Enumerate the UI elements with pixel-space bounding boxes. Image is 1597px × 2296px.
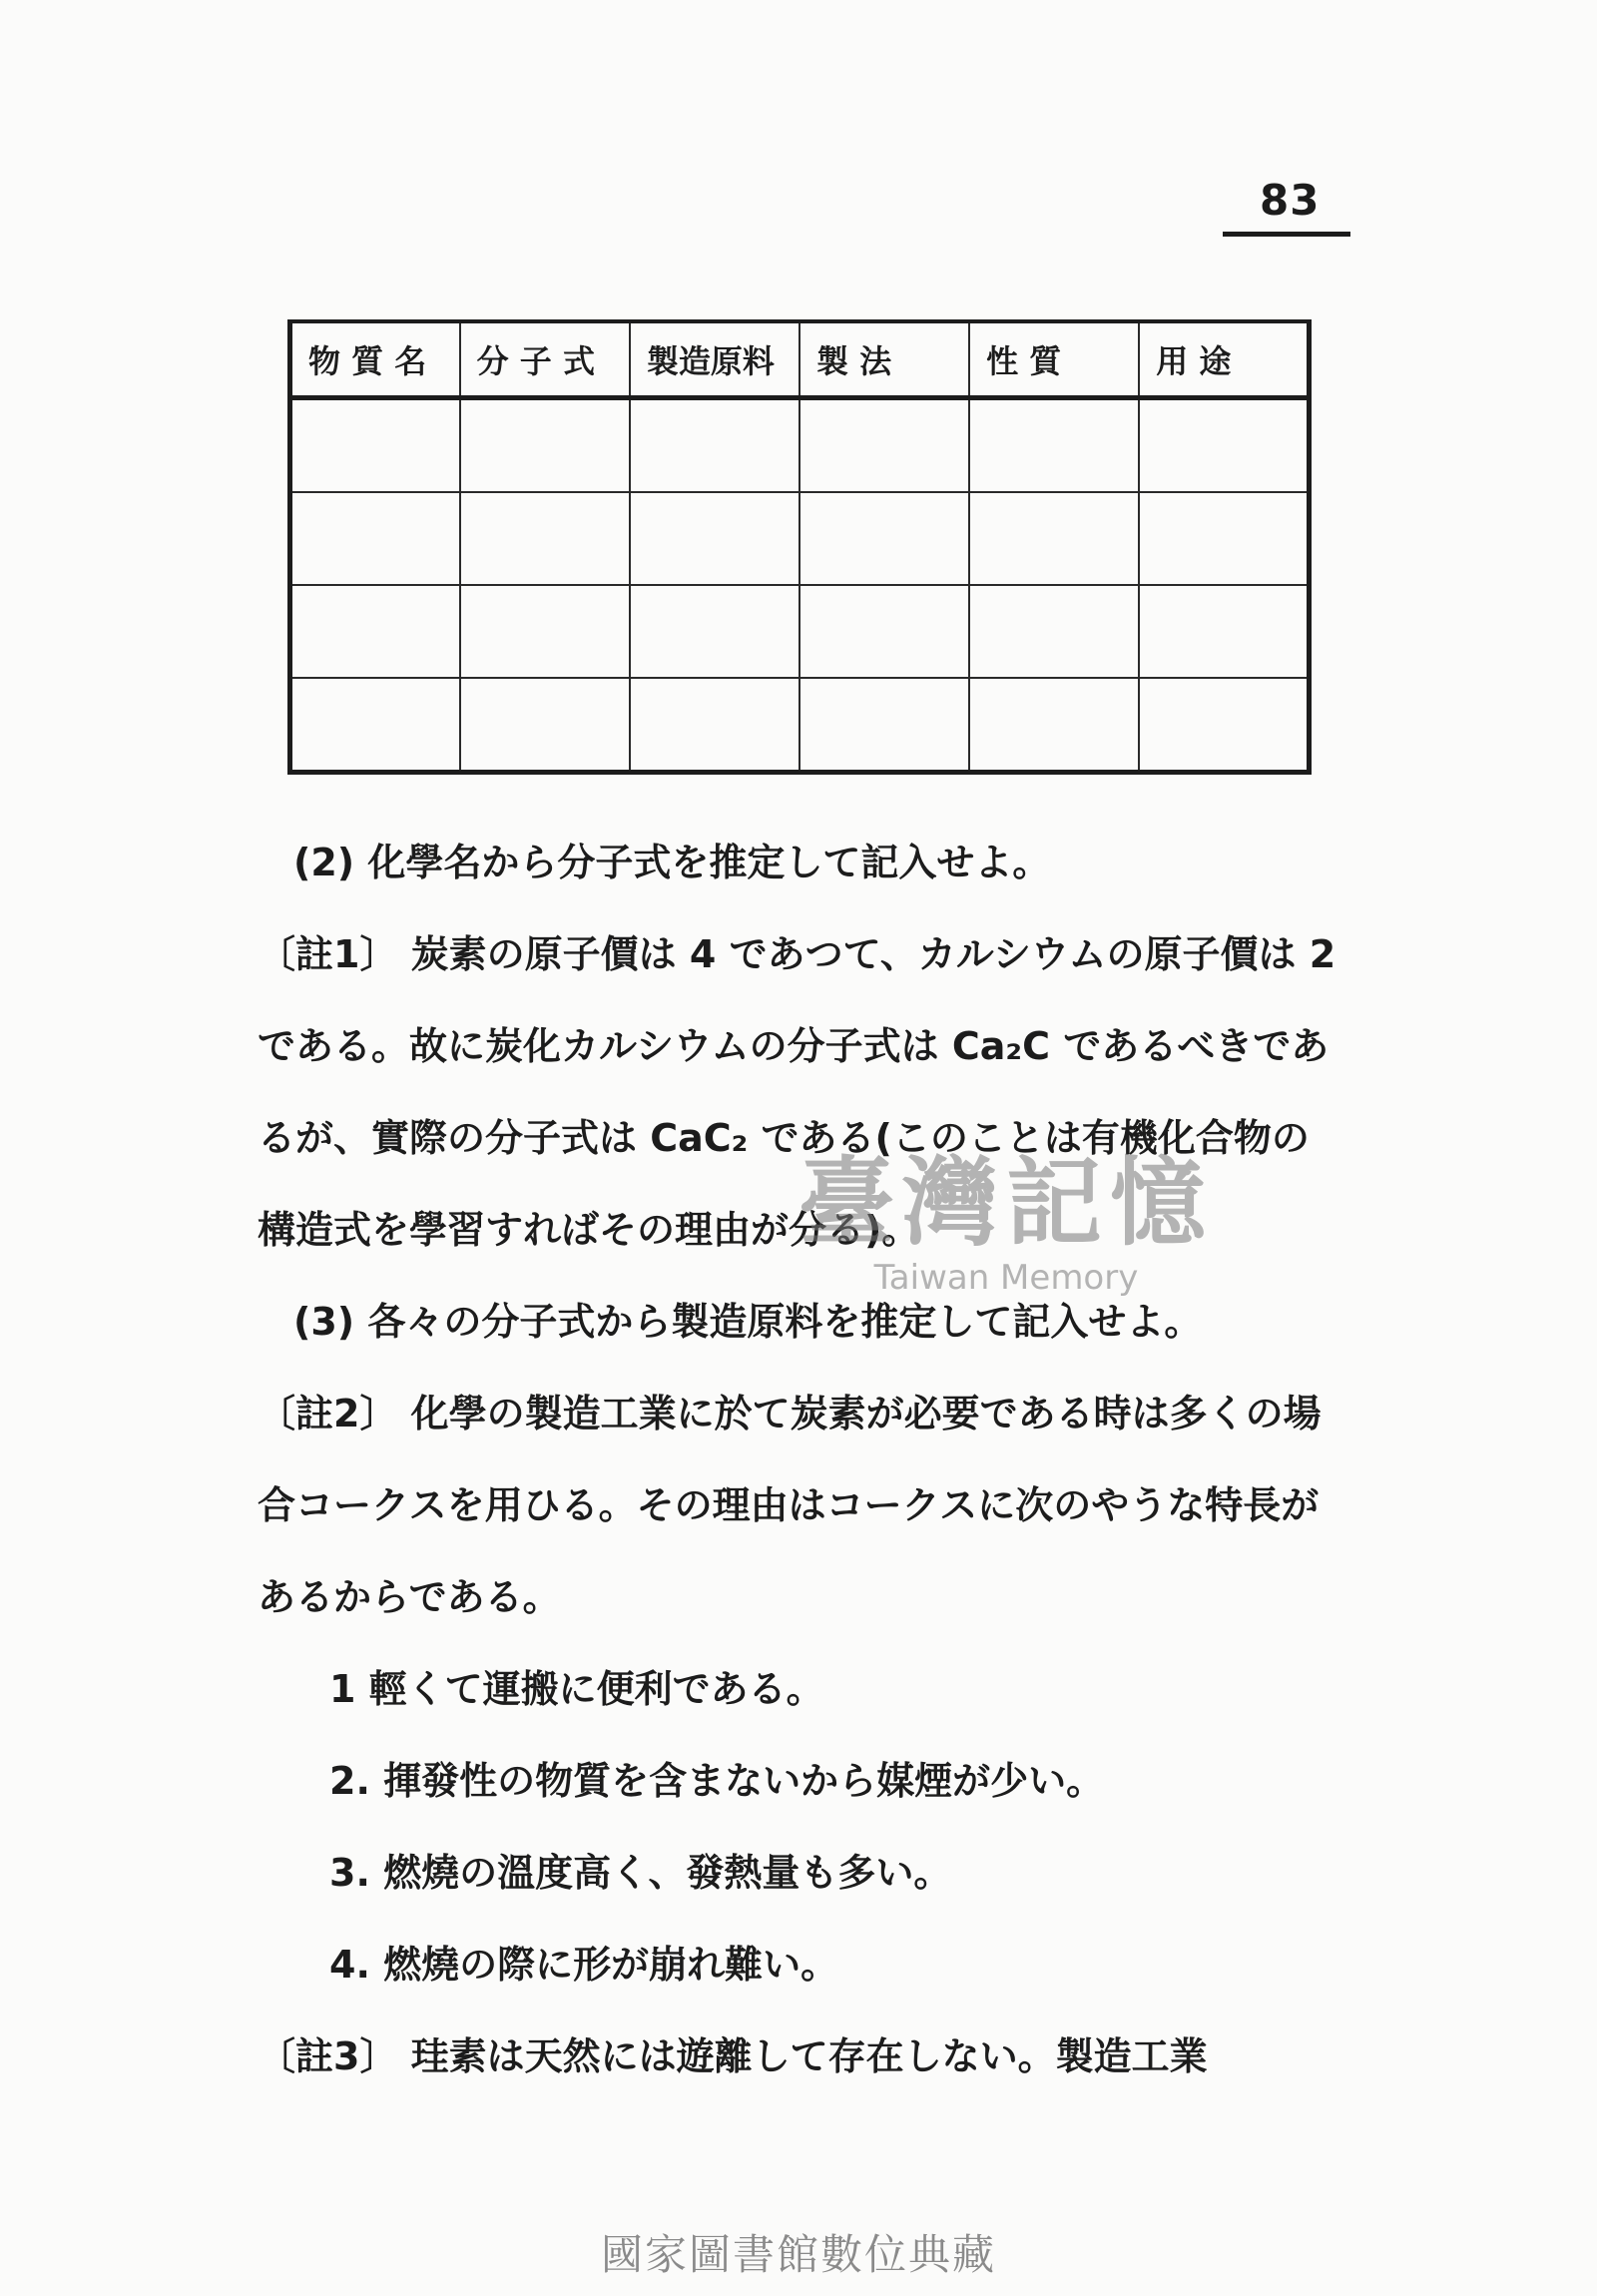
list-item: 1 輕くて運搬に便利である。 (329, 1667, 824, 1711)
body-text (258, 817, 1345, 2102)
table-cell (290, 585, 460, 678)
list-item: 2. 揮發性の物質を含まないから媒煙が少い。 (329, 1759, 1105, 1803)
instruction-2: (2) 化學名から分子式を推定して記入せよ。 (293, 841, 1051, 884)
page-number-rule (1223, 232, 1350, 237)
header-manufacturing-method: 製 法 (799, 321, 969, 398)
substance-table (287, 319, 1312, 775)
table-cell (1139, 585, 1309, 678)
table-cell (290, 398, 460, 493)
header-raw-materials: 製造原料 (630, 321, 799, 398)
table-cell (290, 678, 460, 773)
page-number: 83 (1260, 176, 1321, 225)
note-2: 〔註2〕 化學の製造工業に於て炭素が必要である時は多くの場合コークスを用ひる。その理由はコークスに次のやうな特長があるからである。 (258, 1392, 1322, 1619)
taiwan-memory-watermark (798, 1148, 1214, 1298)
table-cell (630, 398, 799, 493)
table-cell (630, 585, 799, 678)
table-cell (969, 398, 1139, 493)
table-cell (969, 585, 1139, 678)
note-1: 〔註1〕 炭素の原子價は 4 であつて、カルシウムの原子價は 2 である。故に炭化カルシウムの分子式は Ca₂C であるべきであるが、實際の分子式は CaC₂ である(このことは有機化合物の構造式を學習すればその理由が分る)。 (258, 932, 1336, 1252)
note-3: 〔註3〕 珪素は天然には遊離して存在しない。製造工業 (258, 2034, 1208, 2078)
instruction-3: (3) 各々の分子式から製造原料を推定して記入せよ。 (293, 1300, 1203, 1344)
table-cell (799, 678, 969, 773)
table-cell (1139, 678, 1309, 773)
table-cell (460, 492, 630, 585)
table-cell (799, 398, 969, 493)
table-cell (460, 585, 630, 678)
watermark-chinese: 臺灣記憶 (798, 1146, 1214, 1259)
table-cell (460, 678, 630, 773)
table-cell (799, 492, 969, 585)
header-properties: 性 質 (969, 321, 1139, 398)
header-uses: 用 途 (1139, 321, 1309, 398)
table-cell (460, 398, 630, 493)
table-row (290, 678, 1310, 773)
header-molecular-formula: 分 子 式 (460, 321, 630, 398)
table-cell (630, 678, 799, 773)
watermark-english: Taiwan Memory (873, 1258, 1139, 1298)
table-row (290, 398, 1310, 493)
table-cell (799, 585, 969, 678)
table-cell (969, 678, 1139, 773)
table-row (290, 585, 1310, 678)
footer-credit: 國家圖書館數位典藏 (600, 2230, 996, 2279)
list-item: 4. 燃燒の際に形が崩れ難い。 (329, 1943, 839, 1987)
header-substance-name: 物 質 名 (290, 321, 460, 398)
list-item: 3. 燃燒の溫度高く、發熱量も多い。 (329, 1851, 952, 1895)
table-row (290, 492, 1310, 585)
table-cell (969, 492, 1139, 585)
table-cell (1139, 398, 1309, 493)
table-cell (290, 492, 460, 585)
table-header-row (290, 321, 1310, 398)
table-cell (1139, 492, 1309, 585)
table-cell (630, 492, 799, 585)
